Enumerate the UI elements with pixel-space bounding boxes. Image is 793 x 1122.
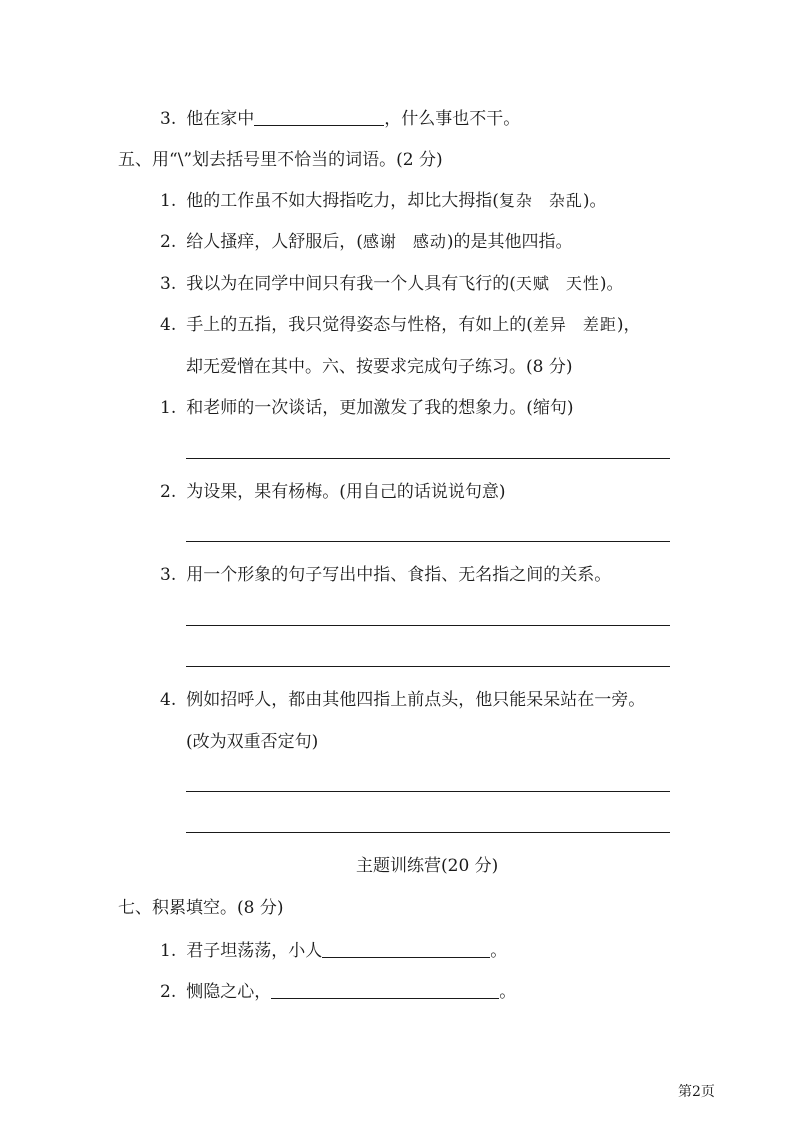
answer-line[interactable] <box>186 832 670 833</box>
question-number: 3. <box>160 565 177 585</box>
answer-line[interactable] <box>186 541 670 542</box>
question-number: 1. <box>160 191 177 211</box>
question-number: 3. <box>160 109 177 129</box>
question-text: 例如招呼人，都由其他四指上前点头，他只能呆呆站在一旁。 <box>186 690 646 710</box>
question-text-end: )的是其他四指。 <box>446 232 573 252</box>
answer-line[interactable] <box>186 625 670 626</box>
question-text: 他的工作虽不如大拇指吃力，却比大拇指( <box>186 191 499 211</box>
option-b[interactable]: 天性 <box>565 274 600 293</box>
option-a[interactable]: 感谢 <box>362 232 397 251</box>
answer-line[interactable] <box>186 458 670 459</box>
fill-blank[interactable] <box>254 107 384 126</box>
question-note: (用自己的话说说句意) <box>339 482 506 502</box>
question-7-1 <box>160 939 507 962</box>
question-6-1 <box>160 397 574 419</box>
question-text: 为设果，果有杨梅。 <box>186 482 340 502</box>
question-text: 给人搔痒，人舒服后，( <box>186 232 363 252</box>
section-7-title: 七、积累填空。(8 分) <box>118 898 284 918</box>
option-b[interactable]: 杂乱 <box>548 191 583 210</box>
question-number: 4. <box>160 315 177 335</box>
question-6-4 <box>160 689 645 711</box>
question-text-end: )。 <box>599 274 624 294</box>
section-5-title: 五、用“\”划去括号里不恰当的词语。(2 分) <box>118 150 443 170</box>
question-text: 我以为在同学中间只有我一个人具有飞行的( <box>186 274 516 294</box>
question-text-end: 。 <box>499 982 517 1002</box>
question-5-4 <box>160 314 641 336</box>
question-text: 恻隐之心， <box>186 982 272 1002</box>
option-b[interactable]: 差距 <box>582 315 617 334</box>
question-5-2 <box>160 231 573 253</box>
question-text: 用一个形象的句子写出中指、食指、无名指之间的关系。 <box>186 565 612 585</box>
option-a[interactable]: 复杂 <box>498 191 533 210</box>
question-text: 手上的五指，我只觉得姿态与性格，有如上的( <box>186 315 533 335</box>
question-note: (缩句) <box>526 398 574 418</box>
question-number: 1. <box>160 941 177 961</box>
question-number: 1. <box>160 398 177 418</box>
page-number: 第2页 <box>678 1084 715 1100</box>
question-5-1 <box>160 190 607 212</box>
question-note: (改为双重否定句) <box>186 732 319 752</box>
question-number: 2. <box>160 982 177 1002</box>
subheading: 主题训练营(20 分) <box>356 856 499 876</box>
question-text: 君子坦荡荡，小人 <box>186 941 323 961</box>
question-text-end: 。 <box>490 941 508 961</box>
question-number: 2. <box>160 232 177 252</box>
question-number: 3. <box>160 274 177 294</box>
question-text: 和老师的一次谈话，更加激发了我的想象力。 <box>186 398 527 418</box>
question-text-end: )。 <box>582 191 607 211</box>
question-5-4-continuation: 却无爱憎在其中。六、按要求完成句子练习。(8 分) <box>186 357 573 377</box>
option-a[interactable]: 差异 <box>532 315 567 334</box>
option-b[interactable]: 感动 <box>412 232 447 251</box>
question-7-2 <box>160 980 516 1003</box>
question-4-3 <box>160 107 520 130</box>
fill-blank[interactable] <box>271 980 499 999</box>
question-6-2 <box>160 481 506 503</box>
answer-line[interactable] <box>186 666 670 667</box>
option-a[interactable]: 天赋 <box>515 274 550 293</box>
question-number: 4. <box>160 690 177 710</box>
answer-line[interactable] <box>186 791 670 792</box>
question-5-3 <box>160 273 624 295</box>
question-text-end: ，什么事也不干。 <box>384 109 521 129</box>
question-6-3 <box>160 564 611 586</box>
question-text: 他在家中 <box>186 109 255 129</box>
question-text-end: )， <box>616 315 641 335</box>
fill-blank[interactable] <box>322 939 490 958</box>
question-number: 2. <box>160 482 177 502</box>
